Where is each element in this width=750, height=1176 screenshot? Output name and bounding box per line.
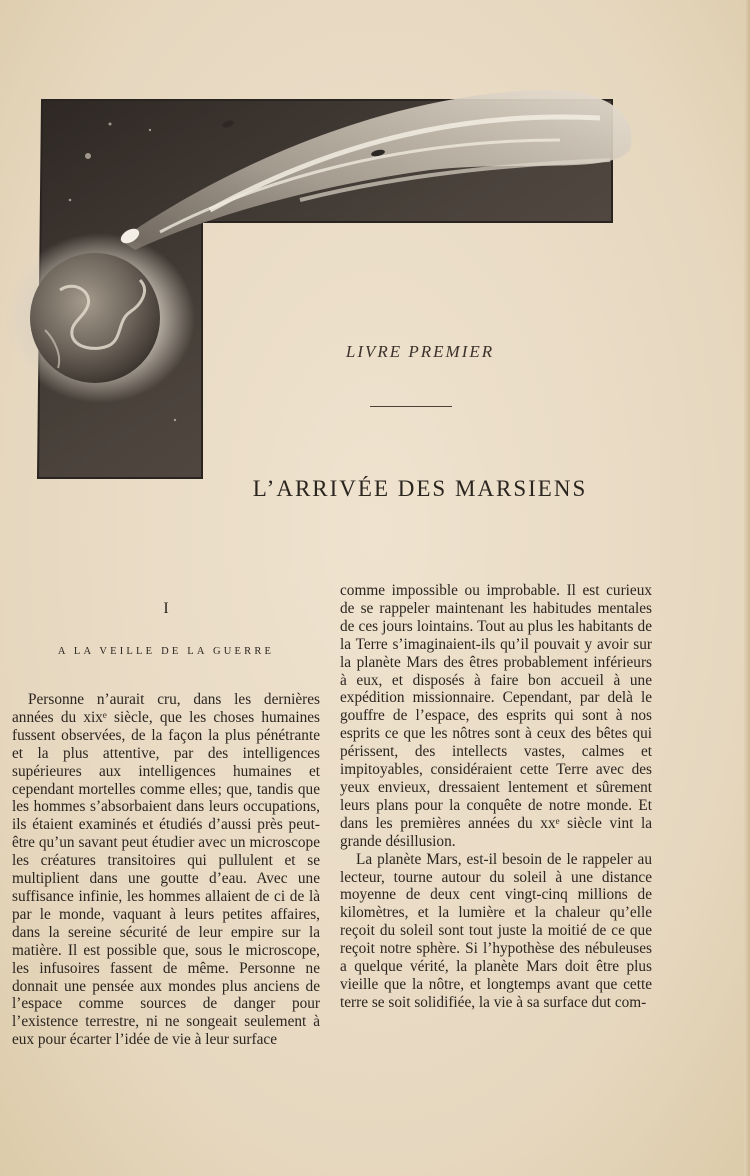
heading-divider	[370, 406, 452, 407]
right-column	[340, 582, 652, 1012]
chapter-number: I	[163, 600, 169, 617]
paragraph: La planète Mars, est-il besoin de le rappeler au lecteur, tourne autour du soleil à une distance moyenne de deux cent vingt-cinq millions de kilomètres, et la lumière et la chaleur qu’elle reçoit du soleil sont tout juste la moitié de ce que reçoit notre sphère. Si l’hypothèse des nébuleuses a quelque vérité, la planète Mars doit être plus vieille que la nôtre, et longtemps avant que cette terre se soit solidifiée, la vie à sa surface dut com-	[340, 850, 652, 1011]
earth	[30, 253, 160, 383]
chapter-title: A LA VEILLE DE LA GUERRE	[57, 646, 275, 657]
comet-and-earth-illustration-icon	[0, 0, 750, 500]
left-column	[12, 691, 320, 1049]
book-heading: LIVRE PREMIER	[345, 342, 495, 361]
paragraph: comme impossible ou improbable. Il est curieux de se rappeler maintenant les habitudes mentales de ces jours lointains. Tout au plus les habitants de la Terre s’imaginaient-ils qu’il pouvait y avoir sur la planète Mars des êtres probablement inférieurs à eux, et disposés à faire bon accueil à une expédition missionnaire. Cependant, par delà le gouffre de l’espace, des esprits qui sont à nos esprits ce que les nôtres sont à ceux des bêtes qui périssent, des intellects vastes, calmes et impitoyables, considéraient cette Terre avec des yeux envieux, dressaient lentement et sûrement leurs plans pour la conquête de notre monde. Et dans les premières années du xxᵉ siècle vint la grande désillusion.	[340, 582, 652, 850]
page-title: L’ARRIVÉE DES MARSIENS	[252, 476, 588, 501]
paragraph: Personne n’aurait cru, dans les dernières années du xixᵉ siècle, que les choses humaines fussent observées, de la façon la plus pénétrante et la plus attentive, par des intelligences supérieures aux intelligences humaines et cependant mortelles comme elles; que, tandis que les hommes s’absorbaient dans leurs occupations, ils étaient examinés et étudiés d’aussi près peut-être qu’un savant peut étudier avec un microscope les créatures transitoires qui pullulent et se multiplient dans une goutte d’eau. Avec une suffisance infinie, les hommes allaient de ci de là par le monde, vaquant à leurs petites affaires, dans la sereine sécurité de leur empire sur la matière. Il est possible que, sous le microscope, les infusoires fassent de même. Personne ne donnait une pensée aux mondes plus anciens de l’espace comme sources de danger pour l’existence terrestre, ni ne songeait seulement à eux pour écarter l’idée de vie à leur surface	[12, 691, 320, 1049]
